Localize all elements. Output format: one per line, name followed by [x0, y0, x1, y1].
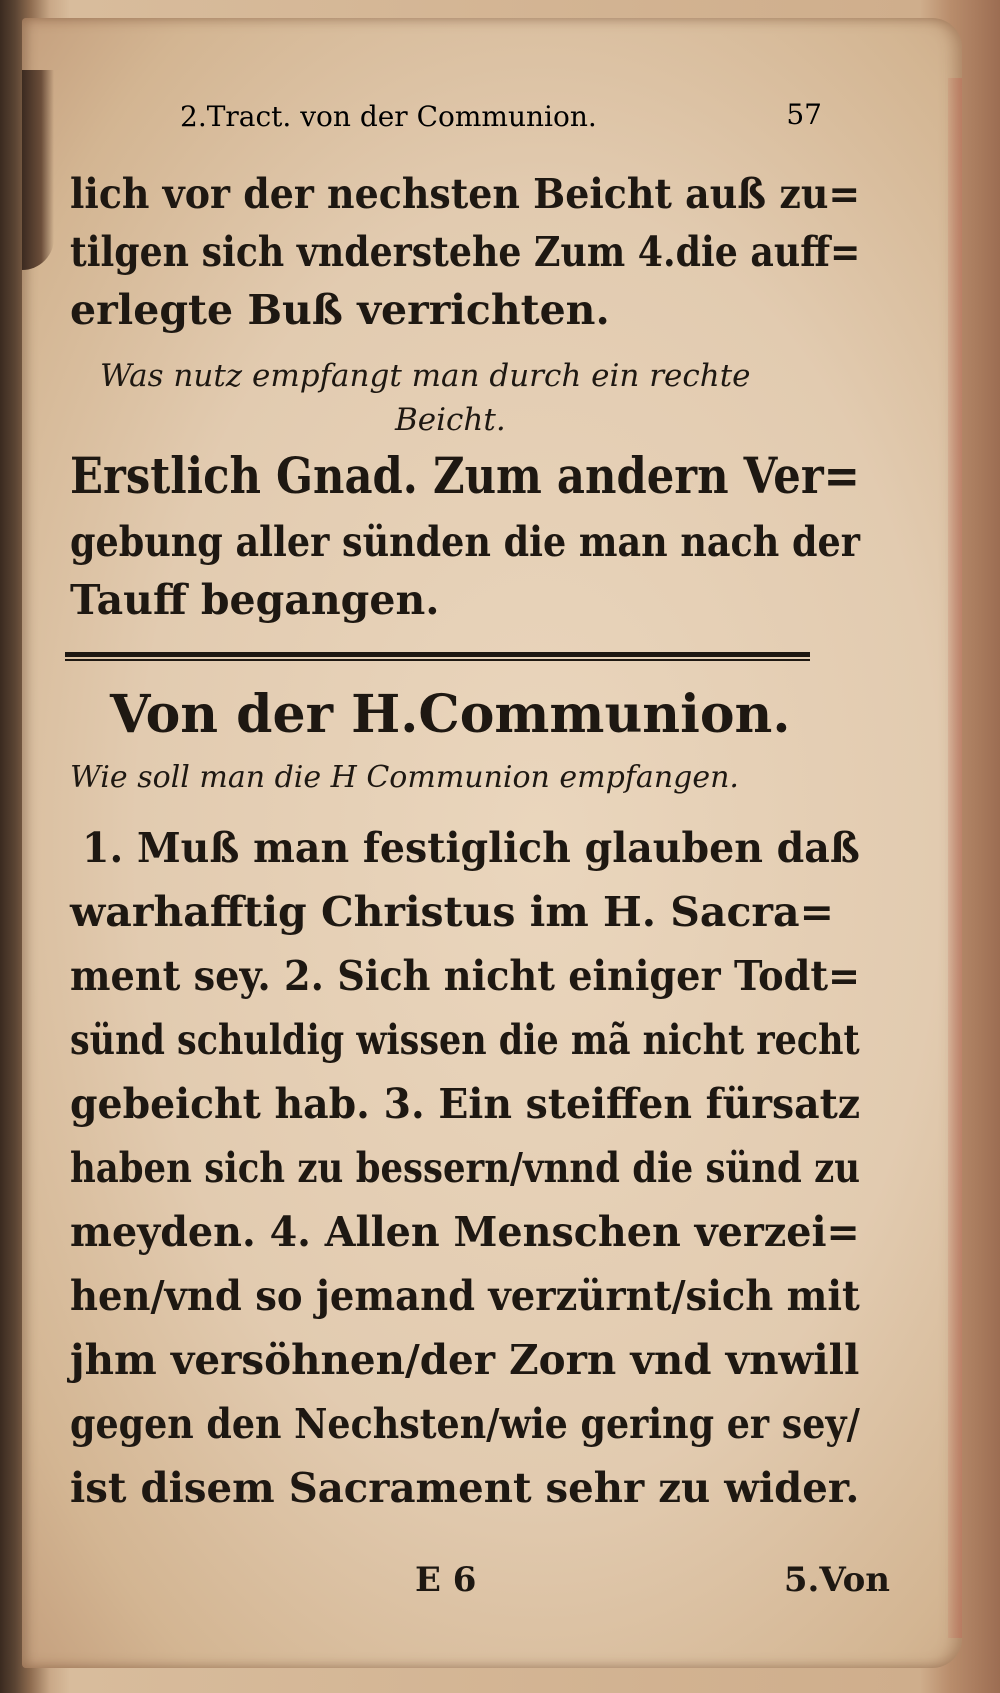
- text-line: Tauff begangen.: [70, 576, 440, 624]
- running-header-title: 2.Tract. von der Communion.: [180, 100, 597, 133]
- page-edge-shadow: [948, 78, 962, 1638]
- text-line: gebeicht hab. 3. Ein steiffen fürsatz: [70, 1080, 861, 1128]
- text-line: meyden. 4. Allen Menschen verzei=: [70, 1208, 860, 1256]
- text-line: haben sich zu bessern/vnnd die sünd zu: [70, 1144, 861, 1192]
- text-line: tilgen sich vnderstehe Zum 4.die auff=: [70, 228, 861, 276]
- text-line: gegen den Nechsten/wie gering er sey/: [70, 1400, 860, 1448]
- text-line: jhm versöhnen/der Zorn vnd vnwill: [70, 1336, 860, 1384]
- text-line: ment sey. 2. Sich nicht einiger Todt=: [70, 952, 861, 1000]
- page-footer: [70, 1560, 890, 1600]
- text-line: warhafftig Christus im H. Sacra=: [70, 888, 834, 936]
- text-line: gebung aller sünden die man nach der: [70, 518, 860, 566]
- page-number: 57: [786, 98, 822, 131]
- running-header: [110, 98, 822, 140]
- text-line: hen/vnd so jemand verzürnt/sich mit: [70, 1272, 860, 1320]
- text-line: sünd schuldig wissen die mã nicht recht: [70, 1016, 860, 1064]
- question-line: Was nutz empfangt man durch ein rechte: [100, 358, 751, 394]
- question-line: Wie soll man die H Communion empfangen.: [70, 760, 739, 795]
- text-line: ist disem Sacrament sehr zu wider.: [70, 1464, 860, 1512]
- text-line: erlegte Buß verrichten.: [70, 286, 610, 334]
- text-line: 1. Muß man festiglich glauben daß: [82, 824, 860, 872]
- torn-page-corner: [22, 70, 54, 270]
- catchword: 5.Von: [783, 1560, 890, 1600]
- section-heading: Von der H.Communion.: [110, 684, 791, 745]
- text-line: lich vor der nechsten Beicht auß zu=: [70, 170, 861, 218]
- signature-mark: E 6: [415, 1560, 477, 1600]
- section-divider-rule: [65, 652, 810, 661]
- question-line: Beicht.: [395, 402, 506, 438]
- text-line: Erstlich Gnad. Zum andern Ver=: [70, 446, 860, 505]
